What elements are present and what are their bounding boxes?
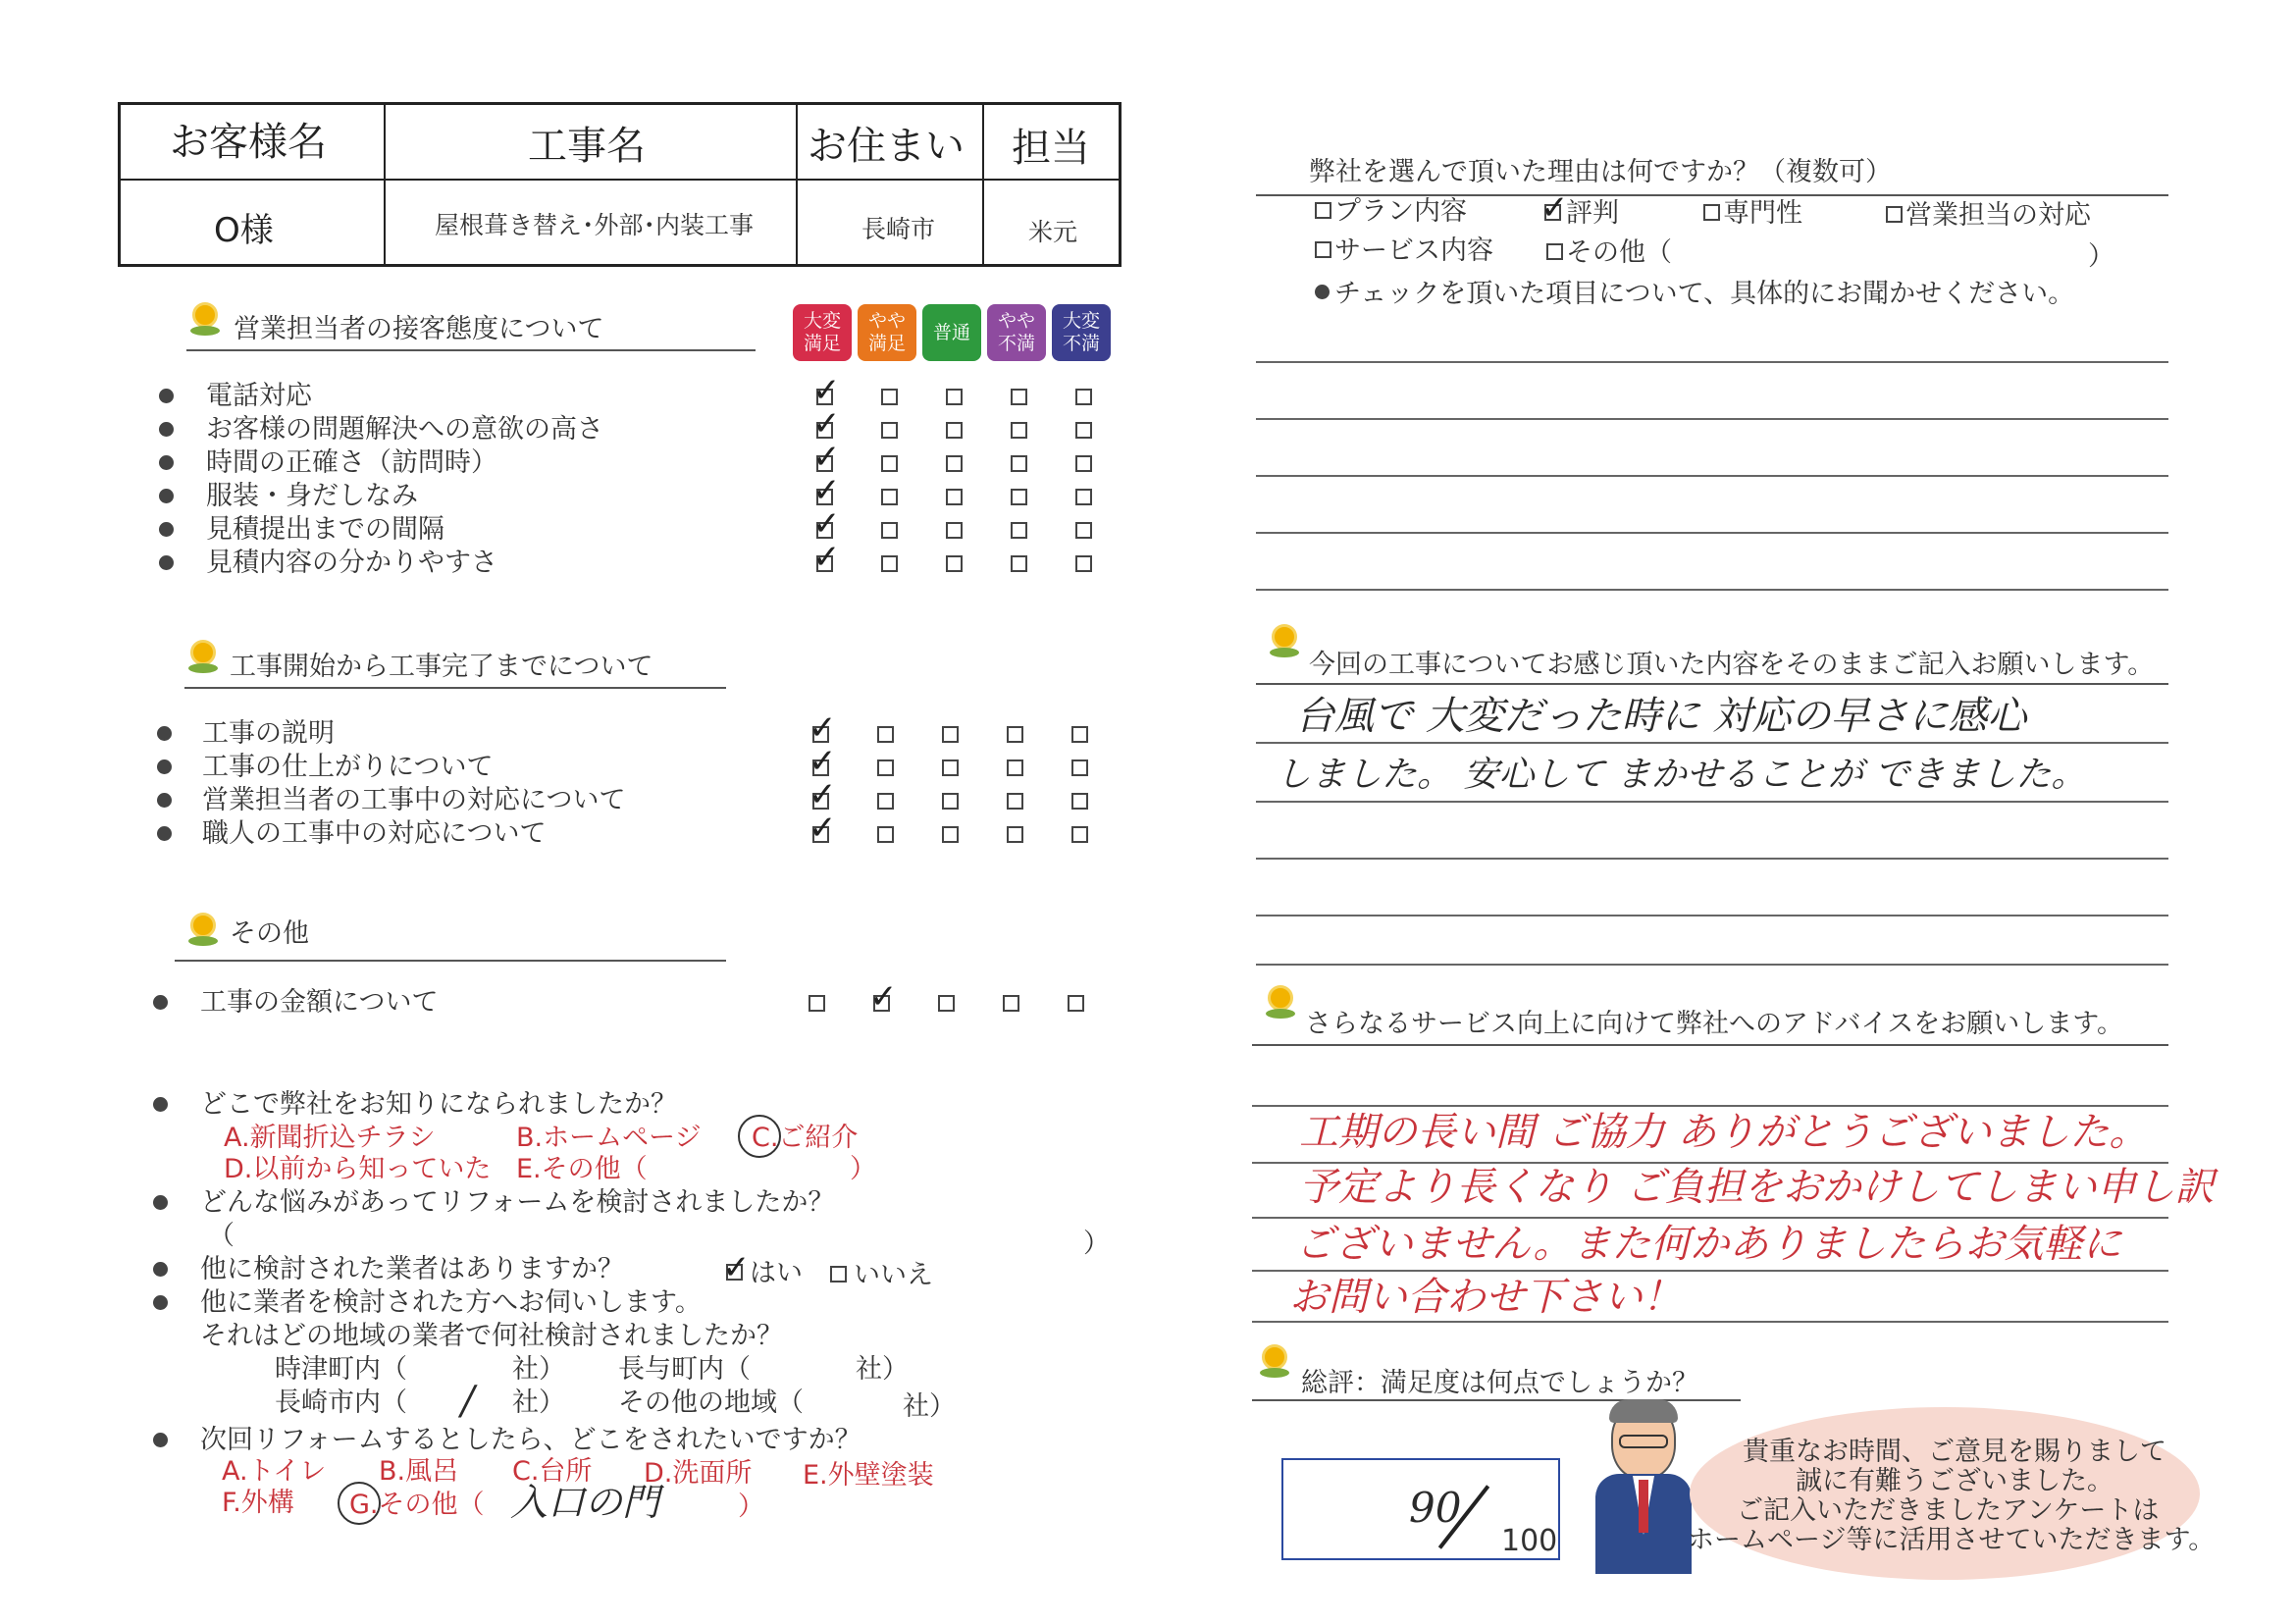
rating-checkbox[interactable] [1068, 995, 1084, 1012]
option-source-c-label: C.ご紹介 [752, 1123, 859, 1153]
reason-answer-line [1256, 532, 2168, 534]
rating-checkbox[interactable] [938, 995, 955, 1012]
rating-checkbox[interactable] [1075, 489, 1092, 505]
staff-value: 米元 [1028, 218, 1078, 246]
reason-answer-line [1256, 589, 2168, 591]
area-other: その他の地域（ [618, 1387, 804, 1418]
rating-checkbox[interactable] [946, 555, 963, 572]
rating-checkbox[interactable] [1003, 995, 1019, 1012]
section-sales-title: 営業担当者の接客態度について [234, 314, 604, 344]
rating-checkbox[interactable] [1011, 555, 1027, 572]
check-mark-icon: ✓ [812, 438, 841, 477]
impression-line [1256, 964, 2168, 966]
checkbox-no[interactable] [830, 1266, 847, 1283]
checkbox-other-reason[interactable] [1546, 243, 1563, 260]
rating-checkbox[interactable] [1007, 726, 1023, 743]
bullet-icon [159, 489, 174, 503]
mascot-illustration [1590, 1403, 1697, 1574]
option-source-e[interactable]: E.その他（ [516, 1154, 648, 1184]
rating-checkbox[interactable] [1011, 489, 1027, 505]
option-next-f[interactable]: F.外構 [222, 1488, 294, 1518]
rating-checkbox[interactable] [881, 489, 898, 505]
rating-item-label: 見積内容の分かりやすさ [206, 548, 497, 578]
option-next-c[interactable]: C.台所 [512, 1456, 593, 1487]
rating-checkbox[interactable] [946, 422, 963, 439]
impression-line [1256, 742, 2168, 744]
rating-checkbox[interactable] [881, 422, 898, 439]
rating-checkbox[interactable] [1075, 455, 1092, 472]
checkbox-plan[interactable] [1315, 202, 1331, 219]
flower-icon [1268, 985, 1293, 1011]
rating-checkbox[interactable] [809, 995, 825, 1012]
rating-checkbox[interactable] [877, 793, 894, 810]
scale-very-dissatisfied: 大変不満 [1052, 304, 1111, 361]
rating-checkbox[interactable] [881, 455, 898, 472]
rating-checkbox[interactable] [946, 522, 963, 539]
check-mark-icon: ✓ [812, 504, 841, 544]
option-next-g-label: G.その他（ [349, 1490, 485, 1520]
rating-item-label: 電話対応 [206, 381, 312, 411]
area-togitsu: 時津町内（ [275, 1354, 407, 1385]
area-togitsu-unit: 社） [512, 1354, 565, 1385]
check-mark-icon: ✓ [869, 977, 898, 1017]
flower-icon [192, 302, 218, 328]
rating-checkbox[interactable] [1011, 522, 1027, 539]
impression-title: 今回の工事についてお感じ頂いた内容をそのままご記入お願いします。 [1309, 650, 2155, 680]
score-title: 総評：満足度は何点でしょうか？ [1301, 1368, 1698, 1398]
check-mark-icon: ✓ [809, 809, 837, 848]
rating-checkbox[interactable] [946, 389, 963, 405]
question-reason-text: 弊社を選んで頂いた理由は何ですか？（複数可） [1309, 157, 1892, 187]
reason-expertise-label: 専門性 [1723, 198, 1802, 229]
rating-checkbox[interactable] [946, 455, 963, 472]
rating-checkbox[interactable] [1011, 389, 1027, 405]
thanks-line3: ご記入いただきましたアンケートは [1737, 1495, 2160, 1526]
section-other-title: その他 [230, 918, 309, 949]
checkbox-expertise[interactable] [1703, 204, 1720, 221]
rating-item-label: 見積提出までの間隔 [206, 514, 444, 545]
checkbox-sales[interactable] [1886, 206, 1903, 223]
rating-checkbox[interactable] [1071, 793, 1088, 810]
check-mark-icon: ✓ [1540, 188, 1569, 228]
reason-other-label: その他（ [1566, 237, 1672, 268]
rating-checkbox[interactable] [1071, 759, 1088, 776]
rating-item-label: 服装・身だしなみ [206, 481, 418, 511]
scale-neutral: 普通 [922, 304, 981, 361]
worry-open-paren: （ [208, 1221, 235, 1251]
section-work-header [184, 638, 726, 691]
area-nagasaki-unit: 社） [512, 1387, 565, 1418]
option-source-a[interactable]: A.新聞折込チラシ [224, 1123, 436, 1153]
option-next-b[interactable]: B.風呂 [379, 1456, 459, 1487]
bullet-icon [159, 555, 174, 570]
advice-answer-line4: お問い合わせ下さい！ [1289, 1275, 1682, 1320]
bullet-icon [159, 422, 174, 437]
question-next-text: 次回リフォームするとしたら、どこをされたいですか？ [200, 1425, 861, 1455]
rating-checkbox[interactable] [881, 522, 898, 539]
rating-checkbox[interactable] [1075, 555, 1092, 572]
advice-answer-line3: ございません。また何かありましたらお気軽に [1295, 1222, 2122, 1267]
reason-service-label: サービス内容 [1334, 236, 1493, 266]
area-nagasaki: 長崎市内（ [275, 1387, 407, 1418]
rating-checkbox[interactable] [881, 555, 898, 572]
rating-checkbox[interactable] [1075, 522, 1092, 539]
option-next-g-close: ） [738, 1492, 764, 1522]
reason-reputation-label: 評判 [1566, 198, 1619, 229]
rating-checkbox[interactable] [1071, 826, 1088, 843]
option-next-d[interactable]: D.洗面所 [644, 1458, 753, 1489]
bullet-icon [159, 389, 174, 403]
rating-item-label: 工事の仕上がりについて [202, 752, 494, 782]
area-nagayo-unit: 社） [856, 1354, 909, 1385]
rating-checkbox[interactable] [881, 389, 898, 405]
rating-item-label: お客様の問題解決への意欲の高さ [206, 414, 603, 445]
rating-checkbox[interactable] [1071, 726, 1088, 743]
score-max: 100 [1501, 1524, 1558, 1558]
thanks-line2: 誠に有難うございました。 [1796, 1466, 2113, 1496]
rating-item-label: 営業担当者の工事中の対応について [202, 785, 626, 815]
question-source-text: どこで弊社をお知りになられましたか？ [200, 1089, 677, 1120]
impression-line [1256, 915, 2168, 916]
option-source-d[interactable]: D.以前から知っていた [224, 1154, 492, 1184]
worry-close-paren: ） [1083, 1229, 1110, 1259]
flower-icon [190, 640, 216, 665]
impression-line [1256, 801, 2168, 803]
bullet-icon [157, 793, 172, 808]
rating-checkbox[interactable] [1007, 759, 1023, 776]
rating-item-label: 工事の説明 [202, 718, 335, 749]
advice-answer-line2: 予定より長くなり ご負担をおかけしてしまい申し訳 [1299, 1165, 2215, 1210]
rating-checkbox[interactable] [877, 826, 894, 843]
question-area-line1: 他に業者を検討された方へお伺いします。 [200, 1287, 702, 1318]
check-mark-icon: ✓ [812, 371, 841, 410]
rating-checkbox[interactable] [942, 793, 959, 810]
reason-sales-label: 営業担当の対応 [1905, 200, 2091, 231]
reason-followup-text: チェックを頂いた項目について、具体的にお聞かせください。 [1334, 279, 2075, 309]
rating-checkbox[interactable] [942, 759, 959, 776]
section-work-title: 工事開始から工事完了までについて [230, 652, 653, 682]
check-mark-icon: ✓ [809, 775, 837, 814]
check-mark-icon: ✓ [722, 1248, 751, 1287]
rating-checkbox[interactable] [942, 826, 959, 843]
reason-answer-line [1256, 475, 2168, 477]
thanks-line1: 貴重なお時間、ご意見を賜りまして [1743, 1437, 2166, 1467]
flower-icon [1262, 1344, 1287, 1370]
rating-item-label: 工事の金額について [200, 987, 439, 1018]
option-next-a[interactable]: A.トイレ [222, 1456, 327, 1487]
rating-checkbox[interactable] [946, 489, 963, 505]
question-worry-text: どんな悩みがあってリフォームを検討されましたか？ [200, 1187, 835, 1218]
impression-line [1256, 858, 2168, 860]
scale-somewhat-dissatisfied: やや不満 [987, 304, 1046, 361]
option-source-e-close: ） [850, 1154, 876, 1184]
flower-icon [1272, 624, 1297, 650]
header-staff-label: 担当 [1012, 126, 1090, 171]
rating-checkbox[interactable] [1075, 422, 1092, 439]
option-yes-label: はい [750, 1258, 803, 1288]
impression-answer-line2: しました。 安心して まかせることが できました。 [1276, 755, 2087, 795]
bullet-icon [157, 826, 172, 841]
rating-checkbox[interactable] [877, 759, 894, 776]
area-nagasaki-answer: / [461, 1379, 475, 1424]
check-mark-icon: ✓ [812, 471, 841, 510]
advice-line [1252, 1270, 2168, 1272]
bullet-icon [159, 522, 174, 537]
rating-item-label: 職人の工事中の対応について [202, 818, 547, 849]
header-customer-label: お客様名 [170, 120, 327, 165]
residence-value: 長崎市 [861, 215, 936, 243]
reason-other-close: ） [2088, 241, 2114, 272]
rating-checkbox[interactable] [877, 726, 894, 743]
option-no-label: いいえ [854, 1260, 933, 1290]
question-area-line2: それはどの地域の業者で何社検討されましたか？ [200, 1321, 783, 1351]
scale-very-satisfied: 大変満足 [793, 304, 852, 361]
rating-checkbox[interactable] [1075, 389, 1092, 405]
area-nagayo: 長与町内（ [618, 1354, 751, 1385]
advice-line [1252, 1162, 2168, 1164]
check-mark-icon: ✓ [812, 538, 841, 577]
header-table [118, 102, 1122, 267]
checkbox-service[interactable] [1315, 241, 1331, 258]
satisfaction-scale [793, 304, 1117, 365]
question-other-company-text: 他に検討された業者はありますか？ [200, 1254, 624, 1284]
bullet-icon [157, 759, 172, 774]
area-other-unit: 社） [903, 1391, 956, 1422]
work-name: 屋根葺き替え･外部･内装工事 [435, 211, 755, 239]
reason-answer-line [1256, 418, 2168, 420]
section-sales-header [186, 300, 756, 353]
rating-item-label: 時間の正確さ（訪問時） [206, 447, 497, 478]
reason-answer-line [1256, 361, 2168, 363]
advice-line [1252, 1321, 2168, 1323]
flower-icon [190, 913, 216, 938]
advice-answer-line1: 工期の長い間 ご協力 ありがとうございました。 [1299, 1110, 2149, 1155]
rating-checkbox[interactable] [942, 726, 959, 743]
score-value: 90 [1409, 1484, 1462, 1532]
bullet-icon [159, 455, 174, 470]
bullet-icon [153, 995, 168, 1010]
check-mark-icon: ✓ [809, 708, 837, 748]
reason-plan-label: プラン内容 [1334, 196, 1467, 227]
check-mark-icon: ✓ [812, 404, 841, 444]
check-mark-icon: ✓ [809, 742, 837, 781]
rating-checkbox[interactable] [1011, 422, 1027, 439]
impression-answer-line1: 台風で 大変だった時に 対応の早さに感心 [1295, 694, 2027, 739]
option-source-b[interactable]: B.ホームページ [516, 1123, 702, 1153]
option-next-e[interactable]: E.外壁塗装 [803, 1460, 934, 1491]
bullet-icon [157, 726, 172, 741]
thanks-line4: ホームページ等に活用させていただきます。 [1688, 1525, 2216, 1555]
advice-line [1252, 1217, 2168, 1219]
rating-checkbox[interactable] [1007, 826, 1023, 843]
next-other-answer: 入口の門 [510, 1481, 660, 1524]
rating-checkbox[interactable] [1011, 455, 1027, 472]
header-work-label: 工事名 [528, 124, 646, 169]
header-residence-label: お住まい [808, 124, 965, 169]
scale-somewhat-satisfied: やや満足 [858, 304, 916, 361]
rating-checkbox[interactable] [1007, 793, 1023, 810]
section-other-header [184, 911, 726, 964]
advice-title: さらなるサービス向上に向けて弊社へのアドバイスをお願いします。 [1305, 1009, 2124, 1039]
advice-line [1252, 1105, 2168, 1107]
customer-name: O様 [214, 211, 274, 250]
